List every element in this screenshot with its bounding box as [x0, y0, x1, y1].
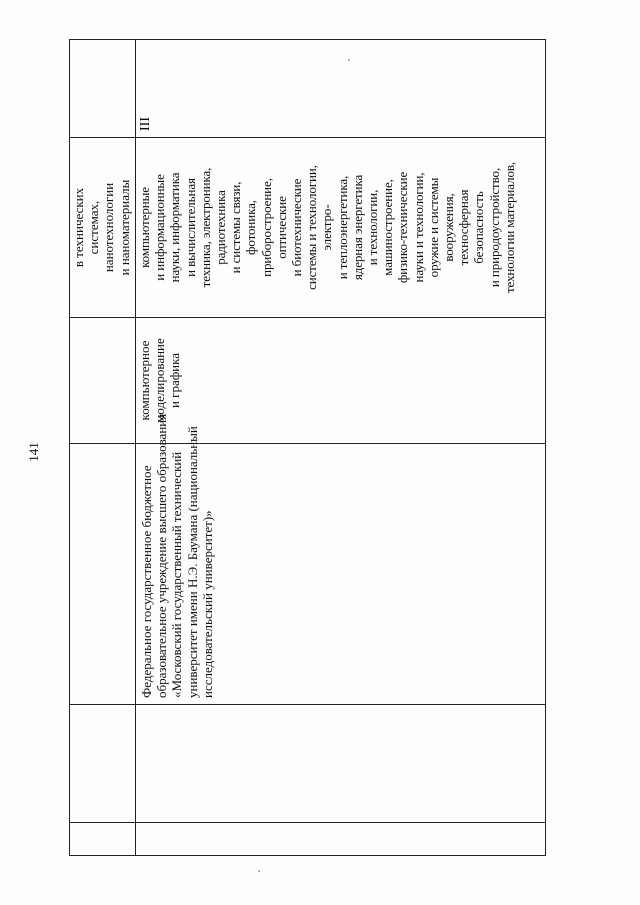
text-line: фотоника,: [243, 200, 259, 255]
table-row-previous: [70, 40, 136, 856]
text-line: и теплоэнергетика,: [334, 175, 350, 280]
text-line: машиностроение,: [380, 179, 396, 276]
text-line: и биотехнические: [289, 178, 305, 277]
text-line: науки, информатика: [167, 172, 183, 283]
text-line: университет имени Н.Э. Баумана (национальный: [184, 426, 200, 698]
text-line: компьютерные: [137, 187, 152, 268]
text-line: вооружения,: [441, 193, 457, 262]
text-line: технологии материалов,: [501, 161, 517, 294]
text-line: и вычислительная: [182, 178, 198, 277]
text-line: и системы связи,: [228, 181, 244, 274]
text-line: ядерная энергетика: [349, 174, 365, 281]
cell-subcol: [136, 705, 546, 823]
text-line: техносферная: [456, 189, 472, 266]
organization-name: [136, 413, 215, 704]
text-line: и наноматериалы: [116, 179, 132, 276]
cell-level-prev: [70, 40, 136, 138]
text-line: и природоустройство,: [486, 167, 502, 288]
cell-number: [136, 823, 546, 856]
text-line: системы и технологии,: [304, 165, 320, 290]
text-line: и технологии,: [365, 189, 381, 266]
text-line: в технических: [71, 187, 86, 268]
cell-profile-prev: [70, 318, 136, 444]
table-row-bauman: [136, 40, 546, 856]
text-line: техника, электроника,: [197, 167, 213, 288]
text-line: электро-: [319, 204, 335, 251]
olympiad-level: III: [138, 117, 153, 131]
text-line: моделирование: [152, 338, 168, 423]
cell-organization: [136, 413, 546, 705]
cell-number-prev: [70, 823, 136, 856]
text-line: «Московский государственный технический: [169, 451, 185, 698]
text-line: исследовательский университет)»: [199, 510, 215, 698]
rotated-table-container: [69, 40, 543, 856]
text-line: образовательное учреждение высшего образования: [154, 413, 170, 698]
text-line: физико-технические: [395, 171, 411, 284]
text-line: Федеральное государственное бюджетное: [139, 465, 154, 698]
subject-areas: [136, 138, 517, 317]
cell-level: [136, 40, 546, 138]
text-line: компьютерное: [137, 340, 152, 421]
text-line: оптические: [273, 196, 289, 259]
text-line: нанотехнологии: [101, 182, 117, 273]
text-line: оружие и системы: [425, 177, 441, 278]
text-line: системах,: [86, 200, 102, 255]
cell-profile: [136, 318, 546, 444]
cell-area-prev: [70, 138, 136, 318]
text-line: приборостроение,: [258, 178, 274, 277]
text-line: науки и технологии,: [410, 172, 426, 283]
text-line: безопасность: [471, 191, 487, 264]
text-line: и информационные: [152, 174, 168, 281]
page-number: 141: [26, 442, 41, 462]
text-line: радиотехника: [213, 190, 229, 265]
cell-subcol-prev: [70, 705, 136, 823]
prev-area-text: [70, 138, 132, 317]
cell-area: [136, 138, 546, 318]
text-line: и графика: [167, 352, 183, 409]
scan-speck: [258, 870, 260, 872]
olympiad-table: [69, 39, 546, 856]
cell-organization-prev: [70, 444, 136, 705]
